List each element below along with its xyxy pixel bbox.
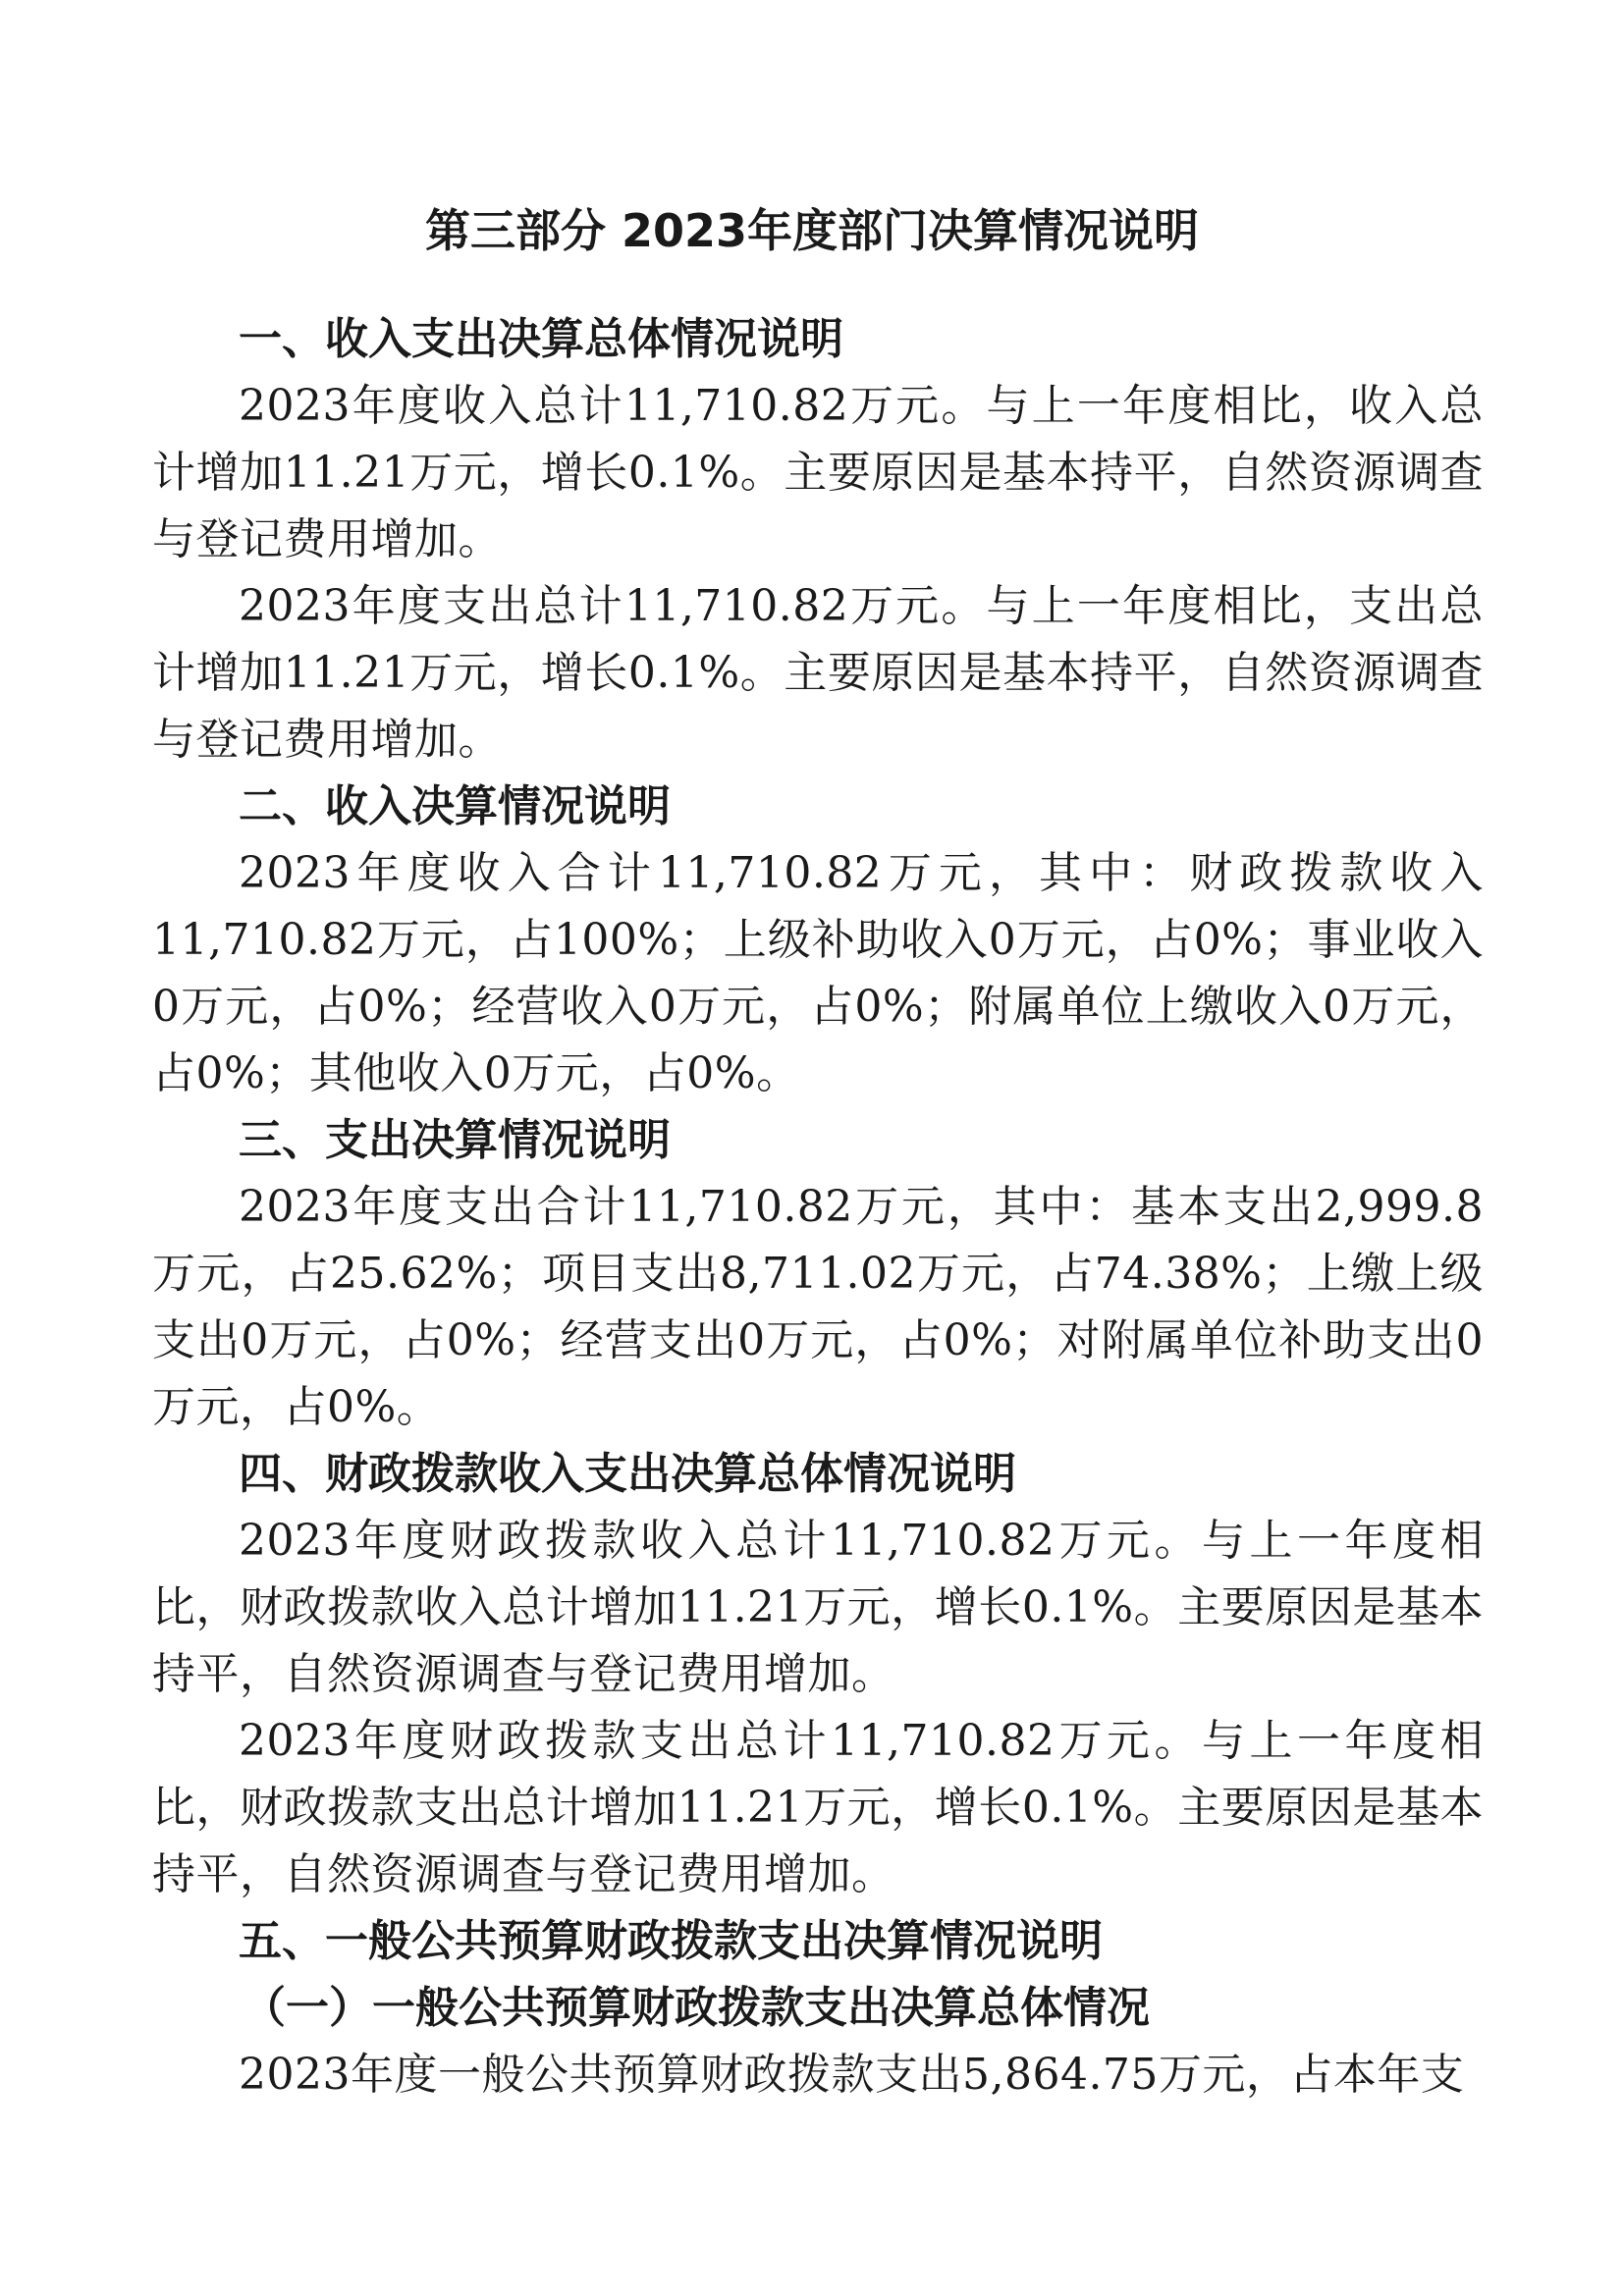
section-heading-2: 二、收入决算情况说明 bbox=[239, 781, 671, 831]
page-title: 第三部分 2023年度部门决算情况说明 bbox=[424, 204, 1200, 257]
section-heading-4: 四、财政拨款收入支出决算总体情况说明 bbox=[239, 1449, 1016, 1499]
paragraph-expense-total: 2023年度支出总计11,710.82万元。与上一年度相比，支出总计增加11.21万元，增长0.1%。主要原因是基本持平，自然资源调查与登记费用增加。 bbox=[152, 581, 1484, 765]
document-body bbox=[152, 306, 1484, 2109]
paragraph-income-detail: 2023年度收入合计11,710.82万元，其中：财政拨款收入11,710.82万元，占100%；上级补助收入0万元，占0%；事业收入0万元，占0%；经营收入0万元，占0%；附属单位上缴收入0万元，占0%；其他收入0万元，占0%。 bbox=[152, 848, 1484, 1098]
paragraph-expense-detail: 2023年度支出合计11,710.82万元，其中：基本支出2,999.8万元，占25.62%；项目支出8,711.02万元，占74.38%；上缴上级支出0万元，占0%；经营支出0万元，占0%；对附属单位补助支出0万元，占0%。 bbox=[152, 1182, 1484, 1432]
paragraph-fiscal-expense: 2023年度财政拨款支出总计11,710.82万元。与上一年度相比，财政拨款支出总计增加11.21万元，增长0.1%。主要原因是基本持平，自然资源调查与登记费用增加。 bbox=[152, 1716, 1484, 1899]
paragraph-income-total: 2023年度收入总计11,710.82万元。与上一年度相比，收入总计增加11.21万元，增长0.1%。主要原因是基本持平，自然资源调查与登记费用增加。 bbox=[152, 381, 1484, 564]
section-heading-1: 一、收入支出决算总体情况说明 bbox=[239, 314, 843, 364]
section-heading-3: 三、支出决算情况说明 bbox=[239, 1115, 671, 1165]
paragraph-fiscal-income: 2023年度财政拨款收入总计11,710.82万元。与上一年度相比，财政拨款收入总计增加11.21万元，增长0.1%。主要原因是基本持平，自然资源调查与登记费用增加。 bbox=[152, 1516, 1484, 1699]
subsection-heading-5-1: （一）一般公共预算财政拨款支出决算总体情况 bbox=[243, 1983, 1150, 2033]
paragraph-general-budget: 2023年度一般公共预算财政拨款支出5,864.75万元，占本年支 bbox=[239, 2050, 1465, 2100]
section-heading-5: 五、一般公共预算财政拨款支出决算情况说明 bbox=[239, 1916, 1103, 1966]
